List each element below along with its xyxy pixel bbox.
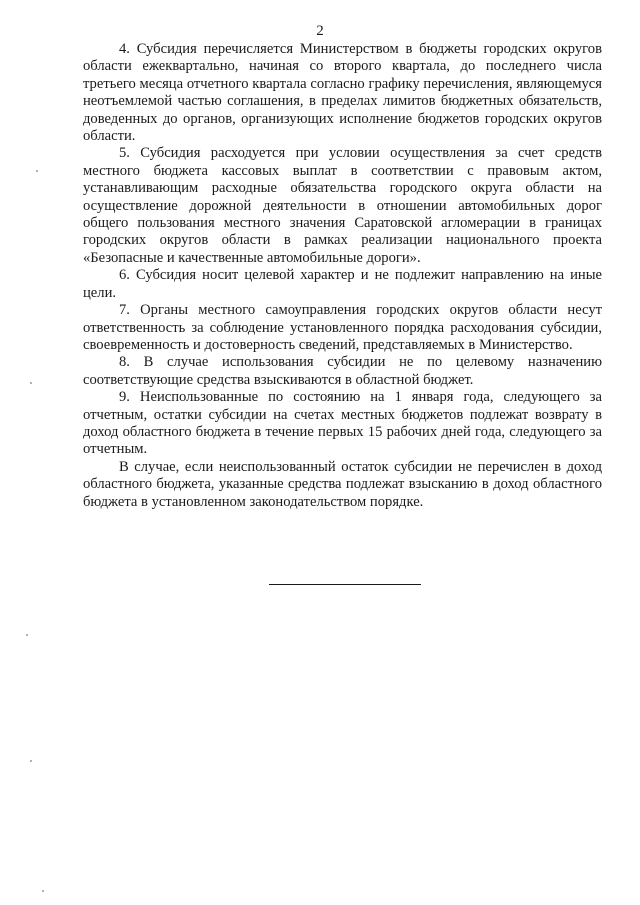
page-number: 2	[316, 23, 324, 39]
paragraph-6: 6. Субсидия носит целевой характер и не подлежит направлению на иные цели.	[83, 267, 602, 301]
scan-speck	[30, 760, 32, 762]
paragraph-8: 8. В случае использования субсидии не по целевому назначению соответствующие средства взыскиваются в областной бюджет.	[83, 354, 602, 388]
paragraph-7: 7. Органы местного самоуправления городских округов области несут ответственность за соблюдение установленного порядка расходования субсидии, своевременность и достоверность сведений, представляемых в Министерство.	[83, 302, 602, 353]
paragraph-9: 9. Неиспользованные по состоянию на 1 января года, следующего за отчетным, остатки субсидии на счетах местных бюджетов подлежат возврату в доход областного бюджета в течение первых 15 рабочих дней года, следующего за отчетным.	[83, 389, 602, 458]
paragraph-4: 4. Субсидия перечисляется Министерством в бюджеты городских округов области ежеквартально, начиная со второго квартала, до последнего числа третьего месяца отчетного квартала согласно графику перечисления, являющемуся неотъемлемой частью соглашения, в пределах лимитов бюджетных обязательств, доведенных до органов, организующих исполнение бюджетов городских округов области.	[83, 41, 602, 145]
scan-speck	[30, 382, 32, 384]
document-body	[83, 41, 602, 511]
closing-divider-line	[269, 584, 421, 585]
scan-speck	[36, 170, 38, 172]
paragraph-unreturned-balance: В случае, если неиспользованный остаток субсидии не перечислен в доход областного бюджета, указанные средства подлежат взысканию в доход областного бюджета в установленном законодательством порядке.	[83, 458, 602, 510]
scan-speck	[42, 890, 44, 892]
scan-speck	[26, 634, 28, 636]
paragraph-5: 5. Субсидия расходуется при условии осуществления за счет средств местного бюджета кассовых выплат в соответствии с правовым актом, устанавливающим расходные обязательства городского округа области на осуществление дорожной деятельности в отношении автомобильных дорог общего пользования местного значения Саратовской агломерации в границах городских округов области в рамках реализации национального проекта «Безопасные и качественные автомобильные дороги».	[83, 145, 602, 266]
